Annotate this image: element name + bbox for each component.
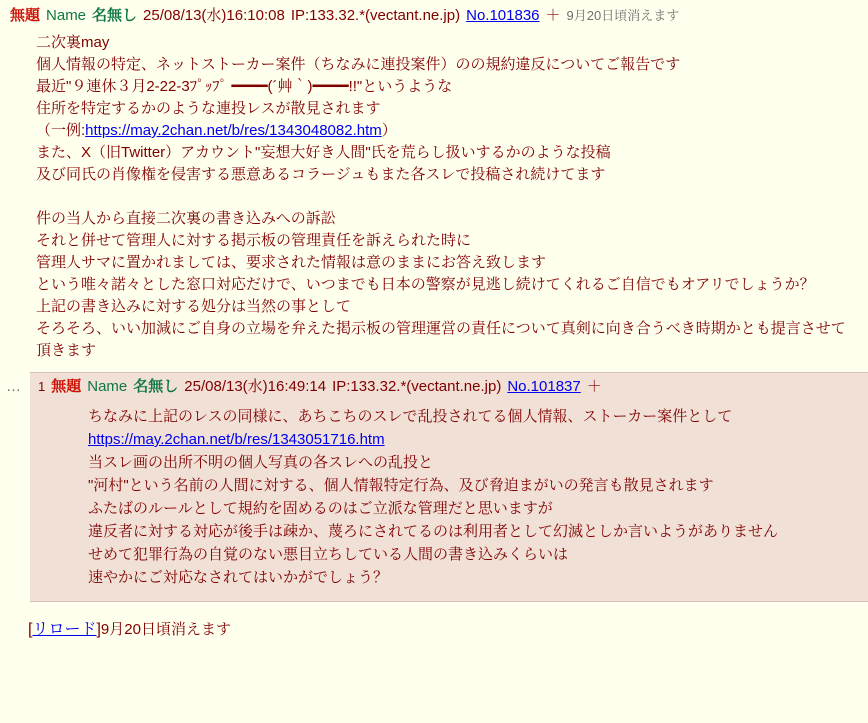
reply-thread-dots: … (6, 378, 21, 395)
reply-line-3: "河村"という名前の人間に対する、個人情報特定行為、及び脅迫まがいの発言も散見されます (88, 477, 714, 494)
op-post-header (0, 0, 868, 28)
op-line-1: 二次裏may (36, 34, 110, 51)
footer-bracket-open: [ (28, 621, 33, 638)
op-post-number-link[interactable]: No.101836 (466, 7, 540, 24)
thread-footer (0, 602, 868, 639)
op-subject: 無題 (10, 7, 41, 24)
op-ip: IP:133.32.*(vectant.ne.jp) (290, 7, 461, 24)
reply-expand-plus-button[interactable]: ＋ (586, 378, 602, 395)
op-datetime: 25/08/13(水)16:10:08 (143, 7, 285, 24)
reply-line-1: ちなみに上記のレスの同様に、あちこちのスレで乱投されてる個人情報、ストーカー案件として (88, 408, 733, 425)
op-name-value: 名無し (92, 7, 138, 24)
reply-gutter (6, 372, 30, 395)
op-line-11: 上記の書き込みに対する処分は当然の事として (36, 298, 352, 315)
op-example-prefix: （一例: (36, 122, 86, 139)
op-line-3: 最近"９連休３月2-22-3ﾌﾟｯﾌﾟ ━━━━(´艸｀)━━━━!!"というような (36, 78, 453, 95)
reply-post-number-link[interactable]: No.101837 (507, 378, 581, 395)
op-example-url-link[interactable]: https://may.2chan.net/b/res/1343048082.htm (85, 122, 382, 139)
op-name-label: Name (46, 7, 87, 24)
reply-post (0, 372, 868, 602)
op-line-10: という唯々諾々とした窓口対応だけで、いつまでも日本の警察が見逃し続けてくれるご自信でもオアリでしょうか？ (36, 276, 815, 293)
op-line-2: 個人情報の特定、ネットストーカー案件（ちなみに連投案件）のの規約違反についてご報告です (36, 56, 681, 73)
op-line-6: 及び同氏の肖像権を侵害する悪意あるコラージュもまた各スレで投稿され続けてます (36, 166, 606, 183)
op-post-body (0, 28, 868, 372)
op-example-line (36, 120, 858, 142)
reply-line-4: ふたばのルールとして規約を固めるのはご立派な管理だと思いますが (88, 500, 553, 517)
reply-block (30, 372, 868, 602)
footer-expire-note: 9月20日頃消えます (100, 621, 231, 638)
op-line-5: また、X（旧Twitter）アカウント"妄想大好き人間"氏を荒らし扱いするかのような投稿 (36, 144, 611, 161)
op-line-4: 住所を特定するかのような連投レスが散見されます (36, 100, 381, 117)
reply-line-2: 当スレ画の出所不明の個人写真の各スレへの乱投と (88, 454, 434, 471)
op-expand-plus-button[interactable]: ＋ (545, 7, 561, 24)
reply-ip: IP:133.32.*(vectant.ne.jp) (332, 378, 502, 395)
reply-post-body (30, 399, 868, 601)
reply-post-header (30, 373, 868, 399)
reply-name-label: Name (87, 378, 128, 395)
op-expire-note: 9月20日頃消えます (566, 8, 680, 23)
op-example-suffix: ） (381, 122, 397, 139)
reply-subject: 無題 (51, 378, 82, 395)
reply-url-link[interactable]: https://may.2chan.net/b/res/1343051716.htm (88, 431, 385, 448)
reply-datetime: 25/08/13(水)16:49:14 (184, 378, 327, 395)
reply-line-6: せめて犯罪行為の自覚のない悪目立ちしている人間の書き込みくらいは (88, 546, 569, 563)
reload-link[interactable]: リロード (32, 621, 97, 638)
reply-name-value: 名無し (133, 378, 179, 395)
reply-url-line (88, 428, 858, 451)
reply-line-5: 違反者に対する対応が後手は疎か、蔑ろにされてるのは利用者として幻滅としか言いようがありません (88, 523, 779, 540)
footer-bracket-close: ] (96, 621, 101, 638)
op-line-7: 件の当人から直接二次裏の書き込みへの訴訟 (36, 210, 336, 227)
op-line-9: 管理人サマに置かれましては、要求された情報は意のままにお答え致します (36, 254, 547, 271)
op-blank-line (36, 186, 858, 208)
reply-index-number: 1 (38, 379, 46, 394)
op-line-8: それと併せて管理人に対する掲示板の管理責任を訴えられた時に (36, 232, 472, 249)
reply-line-7: 速やかにご対応なされてはいかがでしょう？ (88, 569, 389, 586)
op-line-12: そろそろ、いい加減にご自身の立場を弁えた掲示板の管理運営の責任について真剣に向き合うべき時期かとも提言させて頂きます (36, 320, 846, 359)
